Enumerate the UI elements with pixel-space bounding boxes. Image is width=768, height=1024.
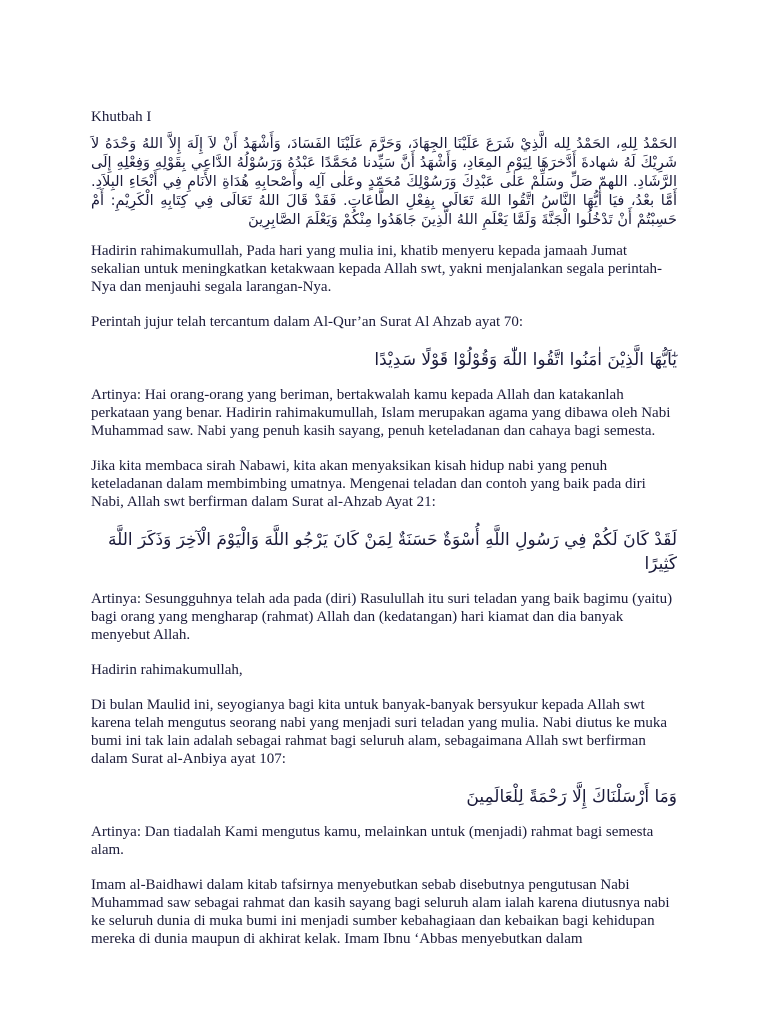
opening-arabic-text: الحَمْدُ لِلهِ، الحَمْدُ لِله الَّذِيْ شَرَعَ عَلَيْنَا الجِهَادَ، وَحَرَّمَ عَلَيْنَا الفَسَادَ، وَأَشْهَدُ أَنْ لاَ إِلَهَ إِلاَّ اللهُ وَحْدَهُ لاَ شَرِيْكَ لَهُ شهادةَ أَدَّخرَهَا لِيَوْمِ المِعَادِ، وَأَشْهَدُ أَنَّ سَيِّدنا مُحَمَّدًا عَبْدُهُ وَرَسُوْلُهُ الدَّاعِي بِقَوْلِهِ وَفِعْلِهِ إِلَى الرَّشَادِ. اللهمّ صَلِّ وسَلِّمْ عَلٰى عَبْدِكَ وَرَسُوْلِكَ مُحَمّدٍ وعَلٰى آلِه وأَصْحابِهِ هُدَاةِ الأَنَامِ فِي أَنْحَاءِ البِلاَدِ. أَمَّا بعْدُ، فيَا أيُّهَا النَّاسُ اتَّقُوا اللهَ تَعَالَى بِفِعْلِ الطَّاعَاتِ. فَقَدْ قَالَ اللهُ تَعَالَى فِي كِتَابِهِ الْكَرِيْمِ: أَمْ حَسِبْتُمْ أَنْ تَدْخُلُوا الْجَنَّةَ وَلَمَّا يَعْلَمِ اللهُ الَّذِينَ جَاهَدُوا مِنْكُمْ وَيَعْلَمَ الصَّابِرِينَ <box>91 136 677 228</box>
paragraph-translation-ahzab-21: Artinya: Sesungguhnya telah ada pada (diri) Rasulullah itu suri teladan yang baik bagimu (yaitu) bagi orang yang mengharap (rahmat) Allah dan (kedatangan) hari kiamat dan dia banyak menyebut Allah. <box>91 591 673 643</box>
arabic-verse-ahzab-70: يٰٓاَيُّهَا الَّذِيْنَ اٰمَنُوا اتَّقُوا اللّٰهَ وَقُوْلُوْا قَوْلًا سَدِيْدًا <box>374 350 677 370</box>
paragraph-baidhawi: Imam al-Baidhawi dalam kitab tafsirnya menyebutkan sebab disebutnya pengutusan Nabi Muhammad saw sebagai rahmat dan kasih sayang bagi seluruh alam ialah karena diutusnya nabi ke seluruh dunia di muka bumi ini menjadi sumber kebahagiaan dan kebaikan bagi kehidupan mereka di dunia maupun di akhirat kelak. Imam Ibnu ‘Abbas menyebutkan dalam <box>91 877 670 947</box>
paragraph-intro: Hadirin rahimakumullah, Pada hari yang mulia ini, khatib menyeru kepada jamaah Jumat sekalian untuk meningkatkan ketakwaan kepada Allah swt, yakni menjalankan segala perintah-Nya dan menjauhi segala larangan-Nya. <box>91 243 663 295</box>
paragraph-translation-ahzab-70: Artinya: Hai orang-orang yang beriman, bertakwalah kamu kepada Allah dan katakanlah perkataan yang benar. Hadirin rahimakumullah, Islam merupakan agama yang dibawa oleh Nabi Muhammad saw. Nabi yang penuh kasih sayang, penuh keteladanan dan cahaya bagi semesta. <box>91 387 671 439</box>
paragraph-sirah-nabawi: Jika kita membaca sirah Nabawi, kita akan menyaksikan kisah hidup nabi yang penuh keteladanan dalam membimbing umatnya. Mengenai teladan dan contoh yang baik pada diri Nabi, Allah swt berfirman dalam Surat al-Ahzab Ayat 21: <box>91 458 646 510</box>
document-page <box>91 108 677 965</box>
arabic-verse-ahzab-21: لَقَدْ كَانَ لَكُمْ فِي رَسُولِ اللَّهِ أُسْوَةٌ حَسَنَةٌ لِمَنْ كَانَ يَرْجُو اللَّهَ وَالْيَوْمَ الْآخِرَ وَذَكَرَ اللَّهَ كَثِيرًا <box>107 530 677 574</box>
page-title: Khutbah I <box>91 109 152 125</box>
paragraph-greeting: Hadirin rahimakumullah, <box>91 662 243 678</box>
arabic-verse-anbiya-107: وَمَا أَرْسَلْنَاكَ إِلَّا رَحْمَةً لِلْعَالَمِينَ <box>466 787 677 807</box>
paragraph-maulid: Di bulan Maulid ini, seyogianya bagi kita untuk banyak-banyak bersyukur kepada Allah swt karena telah mengutus seorang nabi yang menjadi suri teladan yang mulia. Nabi diutus ke muka bumi ini tak lain adalah sebagai rahmat bagi seluruh alam, sebagaimana Allah swt berfirman dalam Surat al-Anbiya ayat 107: <box>91 697 668 767</box>
paragraph-verse-intro-ahzab-70: Perintah jujur telah tercantum dalam Al-Qur’an Surat Al Ahzab ayat 70: <box>91 314 524 330</box>
paragraph-translation-anbiya-107: Artinya: Dan tiadalah Kami mengutus kamu, melainkan untuk (menjadi) rahmat bagi semesta alam. <box>91 824 654 858</box>
